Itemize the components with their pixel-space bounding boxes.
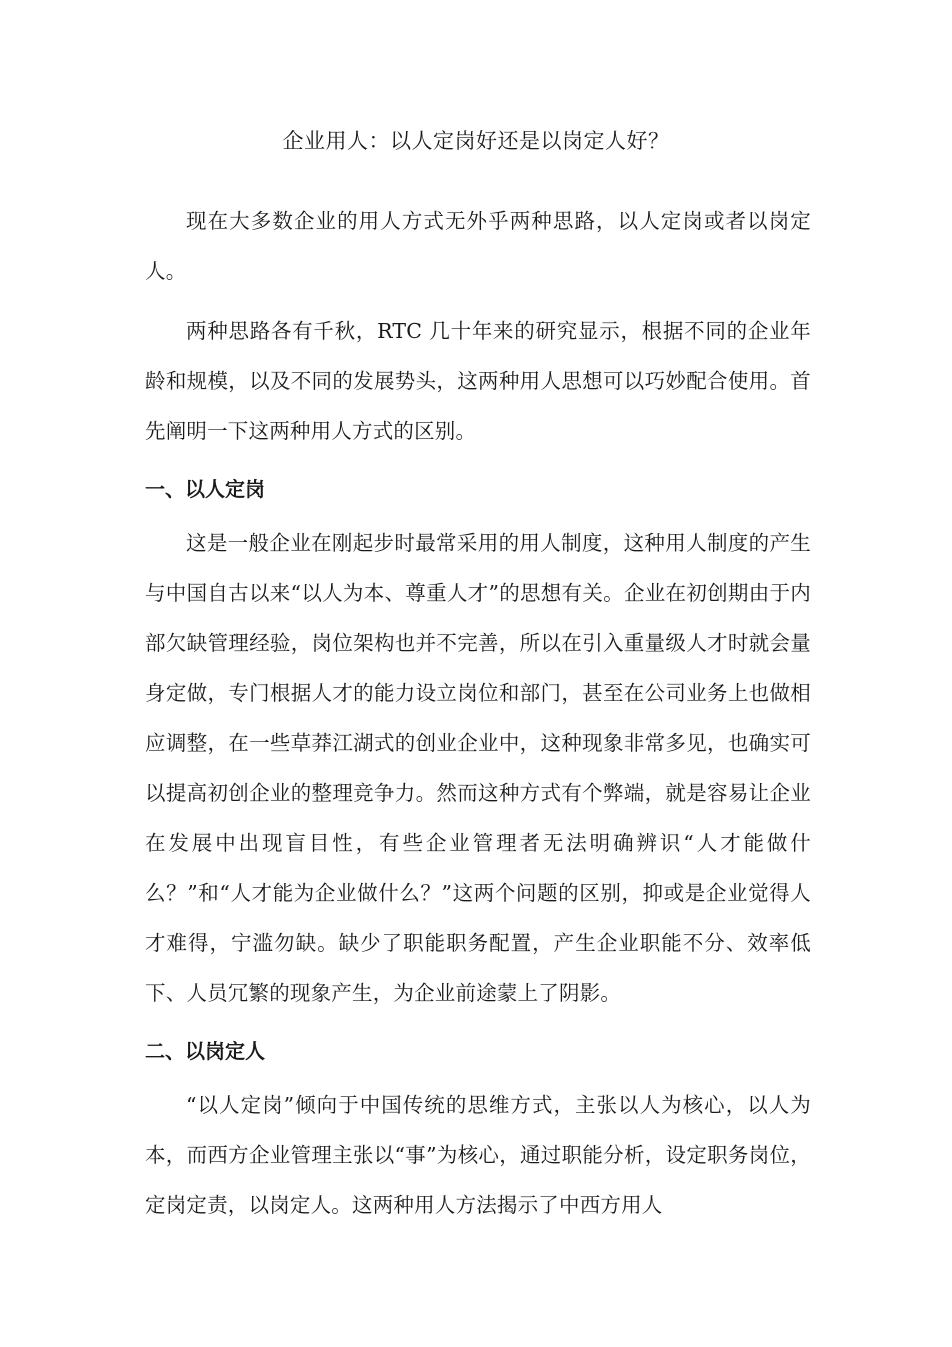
section-2-paragraph: “以人定岗”倾向于中国传统的思维方式，主张以人为核心，以人为本，而西方企业管理主张以“事”为核心，通过职能分析，设定职务岗位，定岗定责，以岗定人。这两种用人方法揭示了中西方用人 (145, 1093, 811, 1217)
section-1-paragraph: 这是一般企业在刚起步时最常采用的用人制度，这种用人制度的产生与中国自古以来“以人为本、尊重人才”的思想有关。企业在初创期由于内部欠缺管理经验，岗位架构也并不完善，所以在引入重量级人才时就会量身定做，专门根据人才的能力设立岗位和部门，甚至在公司业务上也做相应调整，在一些草莽江湖式的创业企业中，这种现象非常多见，也确实可以提高初创企业的整理竞争力。然而这种方式有个弊端，就是容易让企业在发展中出现盲目性，有些企业管理者无法明确辨识“人才能做什么？”和“人才能为企业做什么？”这两个问题的区别，抑或是企业觉得人才难得，宁滥勿缺。缺少了职能职务配置，产生企业职能不分、效率低下、人员冗繁的现象产生，为企业前途蒙上了阴影。 (145, 531, 811, 1005)
intro-paragraph-2: 两种思路各有千秋，RTC 几十年来的研究显示，根据不同的企业年龄和规模，以及不同的发展势头，这两种用人思想可以巧妙配合使用。首先阐明一下这两种用人方式的区别。 (145, 319, 811, 443)
document-body (145, 196, 811, 1240)
section-heading-2: 二、以岗定人 (145, 1039, 265, 1063)
intro-paragraph-1: 现在大多数企业的用人方式无外乎两种思路，以人定岗或者以岗定人。 (145, 209, 811, 283)
section-heading-1: 一、以人定岗 (145, 477, 265, 501)
document-title: 企业用人：以人定岗好还是以岗定人好？ (282, 129, 670, 153)
